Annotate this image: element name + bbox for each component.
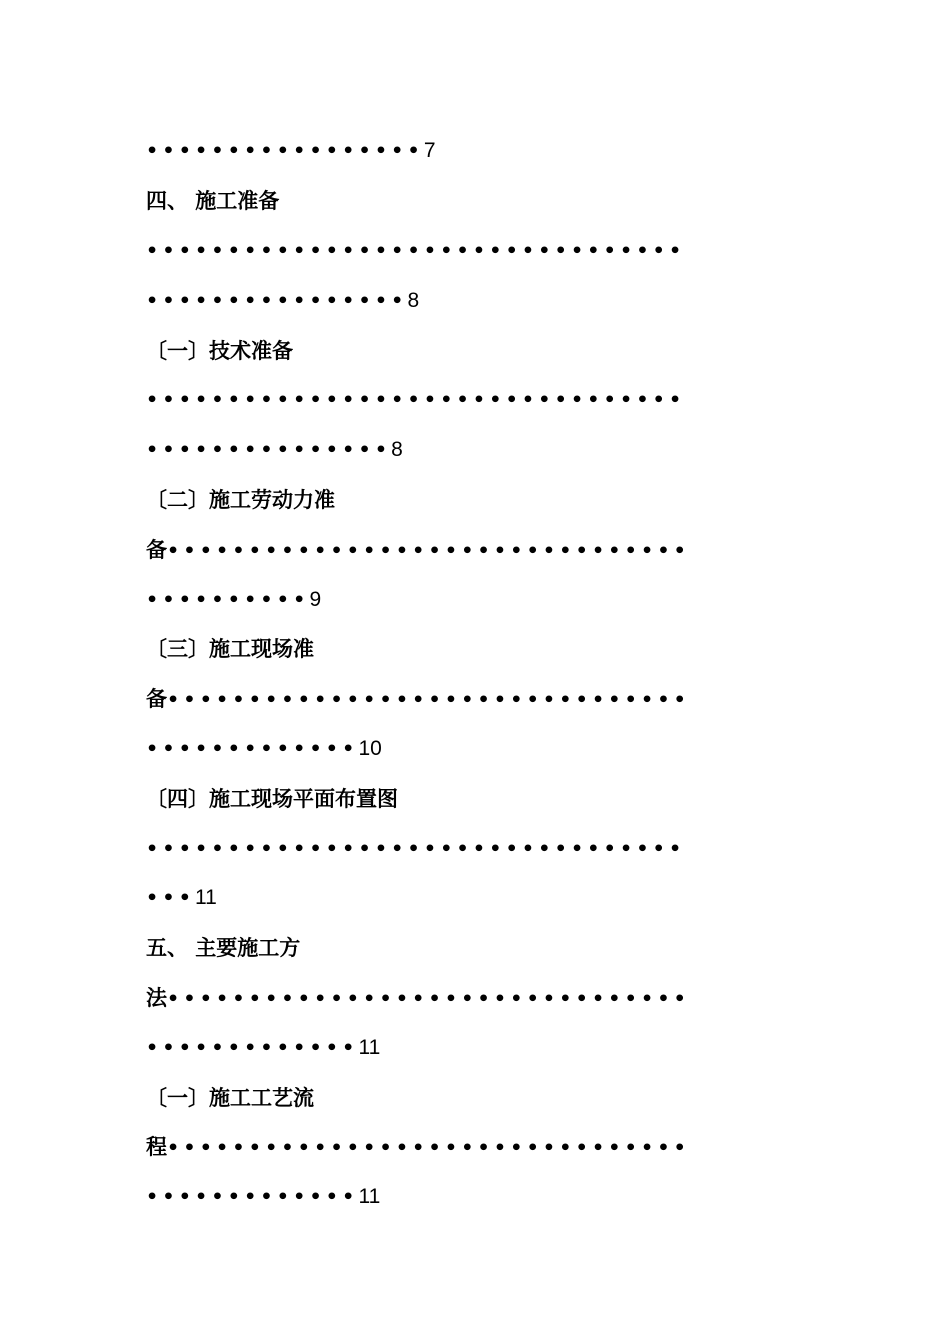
toc-dot-leader: ••••••••••••••••••••••••••••••••• — [146, 838, 686, 860]
toc-dot-leader: ••••••••••••••••••••••••••••••••• — [146, 389, 686, 411]
toc-dot-leader: 法•••••••••••••••••••••••••••••••• — [146, 986, 691, 1010]
toc-page-number: 11 — [358, 1185, 381, 1208]
toc-dot-leader: ••••••••••••••••8 — [146, 289, 420, 312]
toc-dot-leader: •••••••••••••10 — [146, 737, 382, 760]
toc-dot-leader: ••••••••••9 — [146, 588, 322, 611]
toc-dot-leader: •••••••••••••11 — [146, 1036, 381, 1059]
toc-page-number: 8 — [407, 289, 420, 312]
toc-heading-site-prep: 〔三〕施工现场准 — [146, 637, 314, 661]
toc-dot-leader: 备•••••••••••••••••••••••••••••••• — [146, 687, 691, 711]
toc-page-number: 11 — [358, 1036, 381, 1059]
toc-heading-main-methods: 五、 主要施工方 — [146, 936, 301, 960]
toc-heading-preparation: 四、 施工准备 — [146, 189, 280, 213]
toc-dot-leader: 备•••••••••••••••••••••••••••••••• — [146, 538, 691, 562]
toc-heading-technical-prep: 〔一〕技术准备 — [146, 339, 293, 363]
toc-page-number: 9 — [309, 588, 322, 611]
toc-dot-leader: 程•••••••••••••••••••••••••••••••• — [146, 1135, 691, 1159]
toc-dot-leader: •••••••••••••11 — [146, 1185, 381, 1208]
toc-dot-leader: •••••••••••••••8 — [146, 438, 403, 461]
toc-page-number: 7 — [423, 139, 436, 162]
toc-dot-leader: •••••••••••••••••7 — [146, 139, 436, 162]
toc-dot-leader: ••••••••••••••••••••••••••••••••• — [146, 240, 686, 262]
toc-page-number: 8 — [391, 438, 403, 461]
toc-heading-process-flow: 〔一〕施工工艺流 — [146, 1086, 314, 1110]
toc-page-number: 11 — [195, 886, 217, 909]
toc-heading-site-layout: 〔四〕施工现场平面布置图 — [146, 787, 398, 811]
toc-dot-leader: •••11 — [146, 886, 217, 909]
toc-heading-labor-prep: 〔二〕施工劳动力准 — [146, 488, 335, 512]
toc-page-number: 10 — [358, 737, 382, 760]
